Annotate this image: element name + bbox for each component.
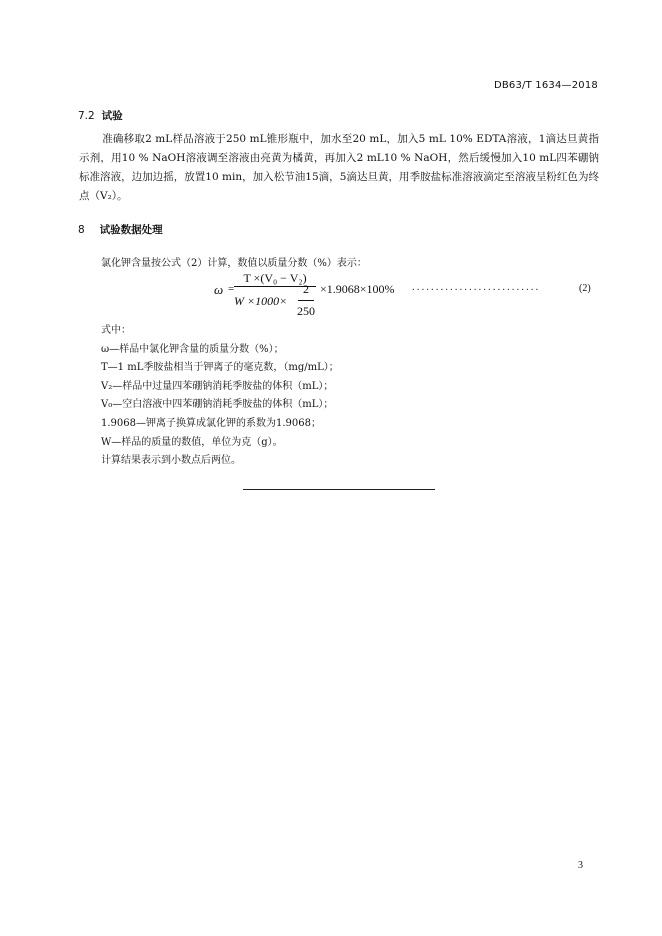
formula-denominator: W ×1000×	[234, 294, 288, 308]
intro-text: 氯化钾含量按公式（2）计算，数值以质量分数（%）表示：	[101, 258, 367, 269]
formula-lhs: ω	[214, 282, 224, 297]
section-7-2-paragraph	[79, 130, 599, 206]
document-code: DB63/T 1634—2018	[493, 80, 598, 91]
formula-numerator: T ×(V₀ − V₂)	[243, 271, 307, 285]
section-7-2-heading	[78, 108, 123, 123]
section-8-heading	[78, 222, 163, 237]
definition-item: W—样品的质量的数值，单位为克（g）。	[101, 436, 283, 448]
definition-item: 1.9068—钾离子换算成氯化钾的系数为1.9068；	[101, 417, 321, 429]
inner-fraction-numerator: 2	[303, 282, 309, 296]
variable-definitions	[101, 322, 601, 471]
section-number: 8	[78, 224, 85, 236]
definition-item: ω—样品中氯化钾含量的质量分数（%）；	[101, 343, 284, 355]
formula-equals: =	[228, 283, 235, 295]
section-title: 试验	[101, 110, 123, 122]
formula-leader-dots: ...........................	[412, 281, 541, 293]
section-number: 7.2	[78, 110, 95, 122]
inner-fraction-bar	[298, 300, 314, 301]
definition-item: V₂—样品中过量四苯硼钠消耗季胺盐的体积（mL）；	[101, 380, 334, 392]
definition-item: T—1 mL季胺盐相当于钾离子的毫克数，（mg/mL）；	[101, 362, 339, 374]
formula-intro	[79, 254, 599, 273]
end-of-document-rule	[243, 489, 435, 490]
formula-tail: ×1.9068×100%	[320, 282, 395, 296]
definition-item: V₀—空白溶液中四苯硼钠消耗季胺盐的体积（mL）；	[101, 399, 334, 411]
formula-2	[210, 272, 610, 322]
page-number: 3	[578, 860, 583, 871]
paragraph-text: 准确移取2 mL样品溶液于250 mL锥形瓶中，加水至20 mL，加入5 mL 10% EDTA溶液，1滴达旦黄指示剂，用10 % NaOH溶液调至溶液由亮黄为橘黄，再加入2 mL10 % NaOH，然后缓慢加入10 mL四苯硼钠标准溶液，边加边摇，放置10 min，加入松节油15滴，5滴达旦黄，用季胺盐标准溶液滴定至溶液呈粉红色为终点（V₂）。	[79, 133, 599, 202]
inner-fraction-denominator: 250	[297, 304, 315, 318]
equation-number: (2)	[579, 283, 591, 294]
where-label: 式中：	[101, 325, 131, 336]
section-title: 试验数据处理	[99, 224, 163, 236]
definition-item: 计算结果表示到小数点后两位。	[101, 455, 241, 467]
